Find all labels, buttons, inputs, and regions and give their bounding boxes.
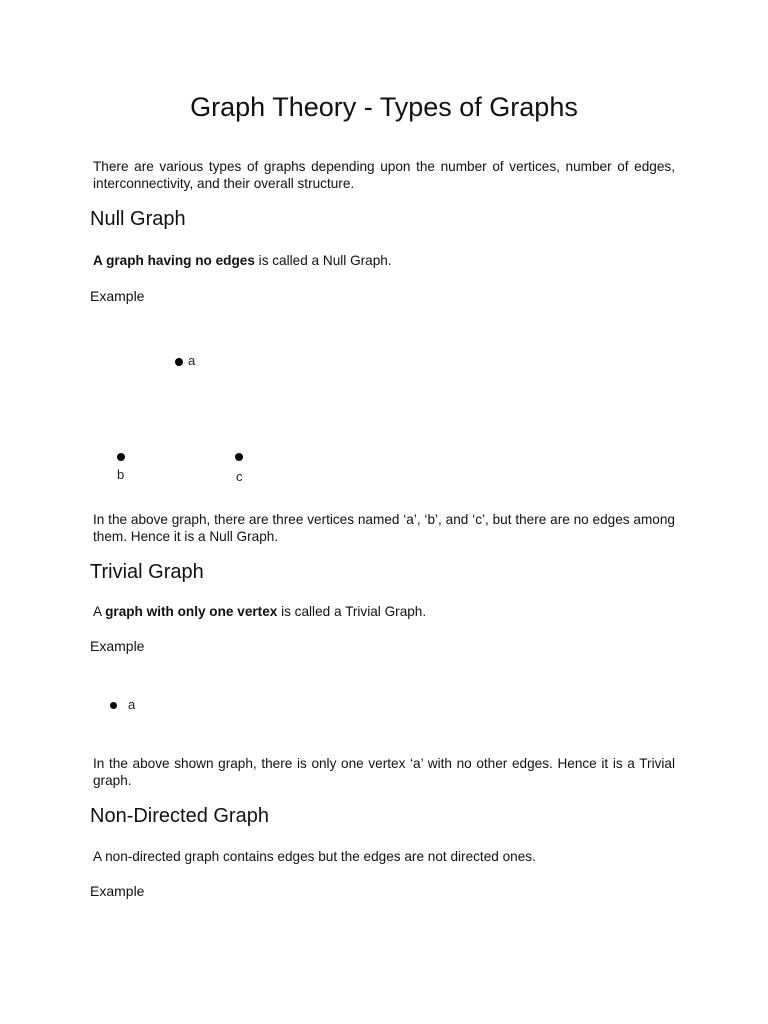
null-graph-definition xyxy=(93,252,392,269)
trivial-graph-example-label: Example xyxy=(90,638,145,654)
vertex-b-label: b xyxy=(117,467,125,482)
null-graph-definition-bold: A graph having no edges xyxy=(93,253,255,268)
vertex-a-label: a xyxy=(188,353,196,368)
non-directed-graph-example-label: Example xyxy=(90,883,145,899)
trivial-graph-description: In the above shown graph, there is only one vertex ‘a’ with no other edges. Hence it is a Trivial graph. xyxy=(93,756,675,788)
vertex-a-dot xyxy=(175,358,183,366)
trivial-graph-definition-pre: A xyxy=(93,604,106,619)
vertex-b-dot xyxy=(117,453,125,461)
vertex-a-dot xyxy=(110,702,117,709)
trivial-graph-heading: Trivial Graph xyxy=(90,561,204,583)
trivial-graph-definition-bold: graph with only one vertex xyxy=(105,604,278,619)
null-graph-heading: Null Graph xyxy=(90,208,186,230)
page-title: Graph Theory - Types of Graphs xyxy=(190,92,578,122)
non-directed-graph-heading: Non-Directed Graph xyxy=(90,805,269,827)
vertex-c-label: c xyxy=(236,469,243,484)
vertex-c-dot xyxy=(235,453,243,461)
intro-paragraph: There are various types of graphs depending upon the number of vertices, number of edges, interconnectivity, and their overall structure. xyxy=(93,159,675,191)
vertex-a-label: a xyxy=(128,697,136,712)
non-directed-graph-definition: A non-directed graph contains edges but the edges are not directed ones. xyxy=(93,849,536,864)
trivial-graph-definition xyxy=(93,603,426,620)
trivial-graph-definition-rest: is called a Trivial Graph. xyxy=(277,604,427,619)
null-graph-example-label: Example xyxy=(90,288,145,304)
null-graph-definition-rest: is called a Null Graph. xyxy=(254,253,392,268)
null-graph-description: In the above graph, there are three vertices named ‘a’, ‘b’, and ‘c’, but there are no edges among them. Hence it is a Null Graph. xyxy=(93,512,675,544)
